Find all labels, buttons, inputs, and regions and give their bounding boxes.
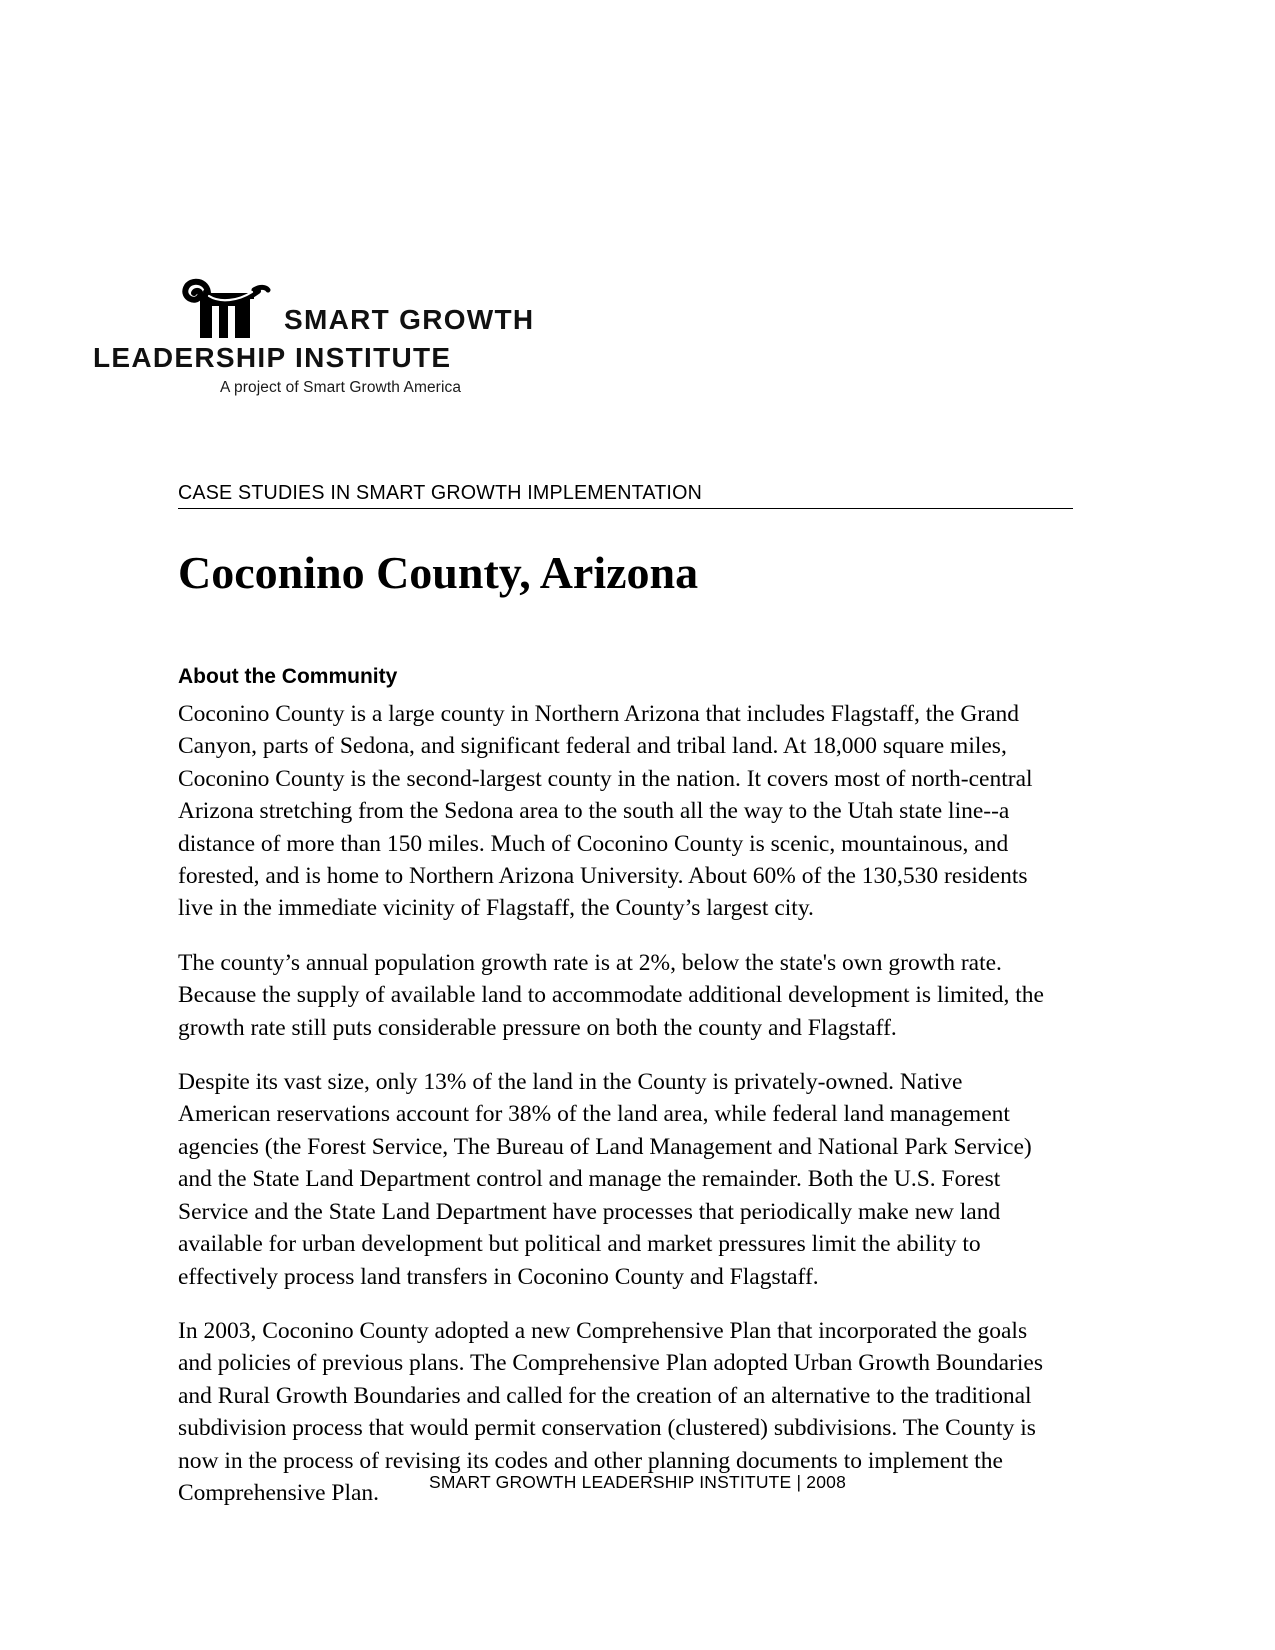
body-content [178, 698, 1056, 1531]
page-footer: SMART GROWTH LEADERSHIP INSTITUTE | 2008 [428, 1472, 847, 1492]
body-paragraph: The county’s annual population growth rate is at 2%, below the state's own growth rate. Because the supply of available land to accommodate additional development is limited, the growth rate still puts considerable pressure on both the county and Flagstaff. [178, 949, 1044, 1041]
logo-line-smart-growth: SMART GROWTH [284, 304, 535, 335]
page-title: Coconino County, Arizona [178, 546, 699, 598]
title-divider [178, 508, 1073, 509]
body-paragraph: Despite its vast size, only 13% of the land in the County is privately-owned. Native American reservations account for 38% of the land area, while federal land management agencies (the Forest Service, The Bureau of Land Management and National Park Service) and the State Land Department control and manage the remainder. Both the U.S. Forest Service and the State Land Department have processes that periodically make new land available for urban development but political and market pressures limit the ability to effectively process land transfers in Coconino County and Flagstaff. [178, 1069, 1032, 1290]
ionic-column-capital-icon [178, 270, 274, 338]
logo-wordmark [284, 306, 534, 336]
section-heading-about-the-community: About the Community [178, 665, 398, 689]
series-kicker: CASE STUDIES IN SMART GROWTH IMPLEMENTATION [178, 481, 702, 504]
logo-line-leadership-institute: LEADERSHIP INSTITUTE [93, 342, 452, 373]
logo-tagline: A project of Smart Growth America [220, 379, 462, 396]
logo-row [178, 268, 598, 336]
body-paragraph: In 2003, Coconino County adopted a new Comprehensive Plan that incorporated the goals and policies of previous plans. The Comprehensive Plan adopted Urban Growth Boundaries and Rural Growth Boundaries and called for the creation of an alternative to the traditional subdivision process that would permit conservation (clustered) subdivisions. The County is now in the process of revising its codes and other planning documents to implement the Comprehensive Plan. [178, 1317, 1043, 1506]
body-paragraph: Coconino County is a large county in Northern Arizona that includes Flagstaff, the Grand Canyon, parts of Sedona, and significant federal and tribal land. At 18,000 square miles, Coconino County is the second-largest county in the nation. It covers most of north-central Arizona stretching from the Sedona area to the south all the way to the Utah state line--a distance of more than 150 miles. Much of Coconino County is scenic, mountainous, and forested, and is home to Northern Arizona University. About 60% of the 130,530 residents live in the immediate vicinity of Flagstaff, the County’s largest city. [178, 701, 1033, 922]
organization-logo [93, 268, 598, 397]
